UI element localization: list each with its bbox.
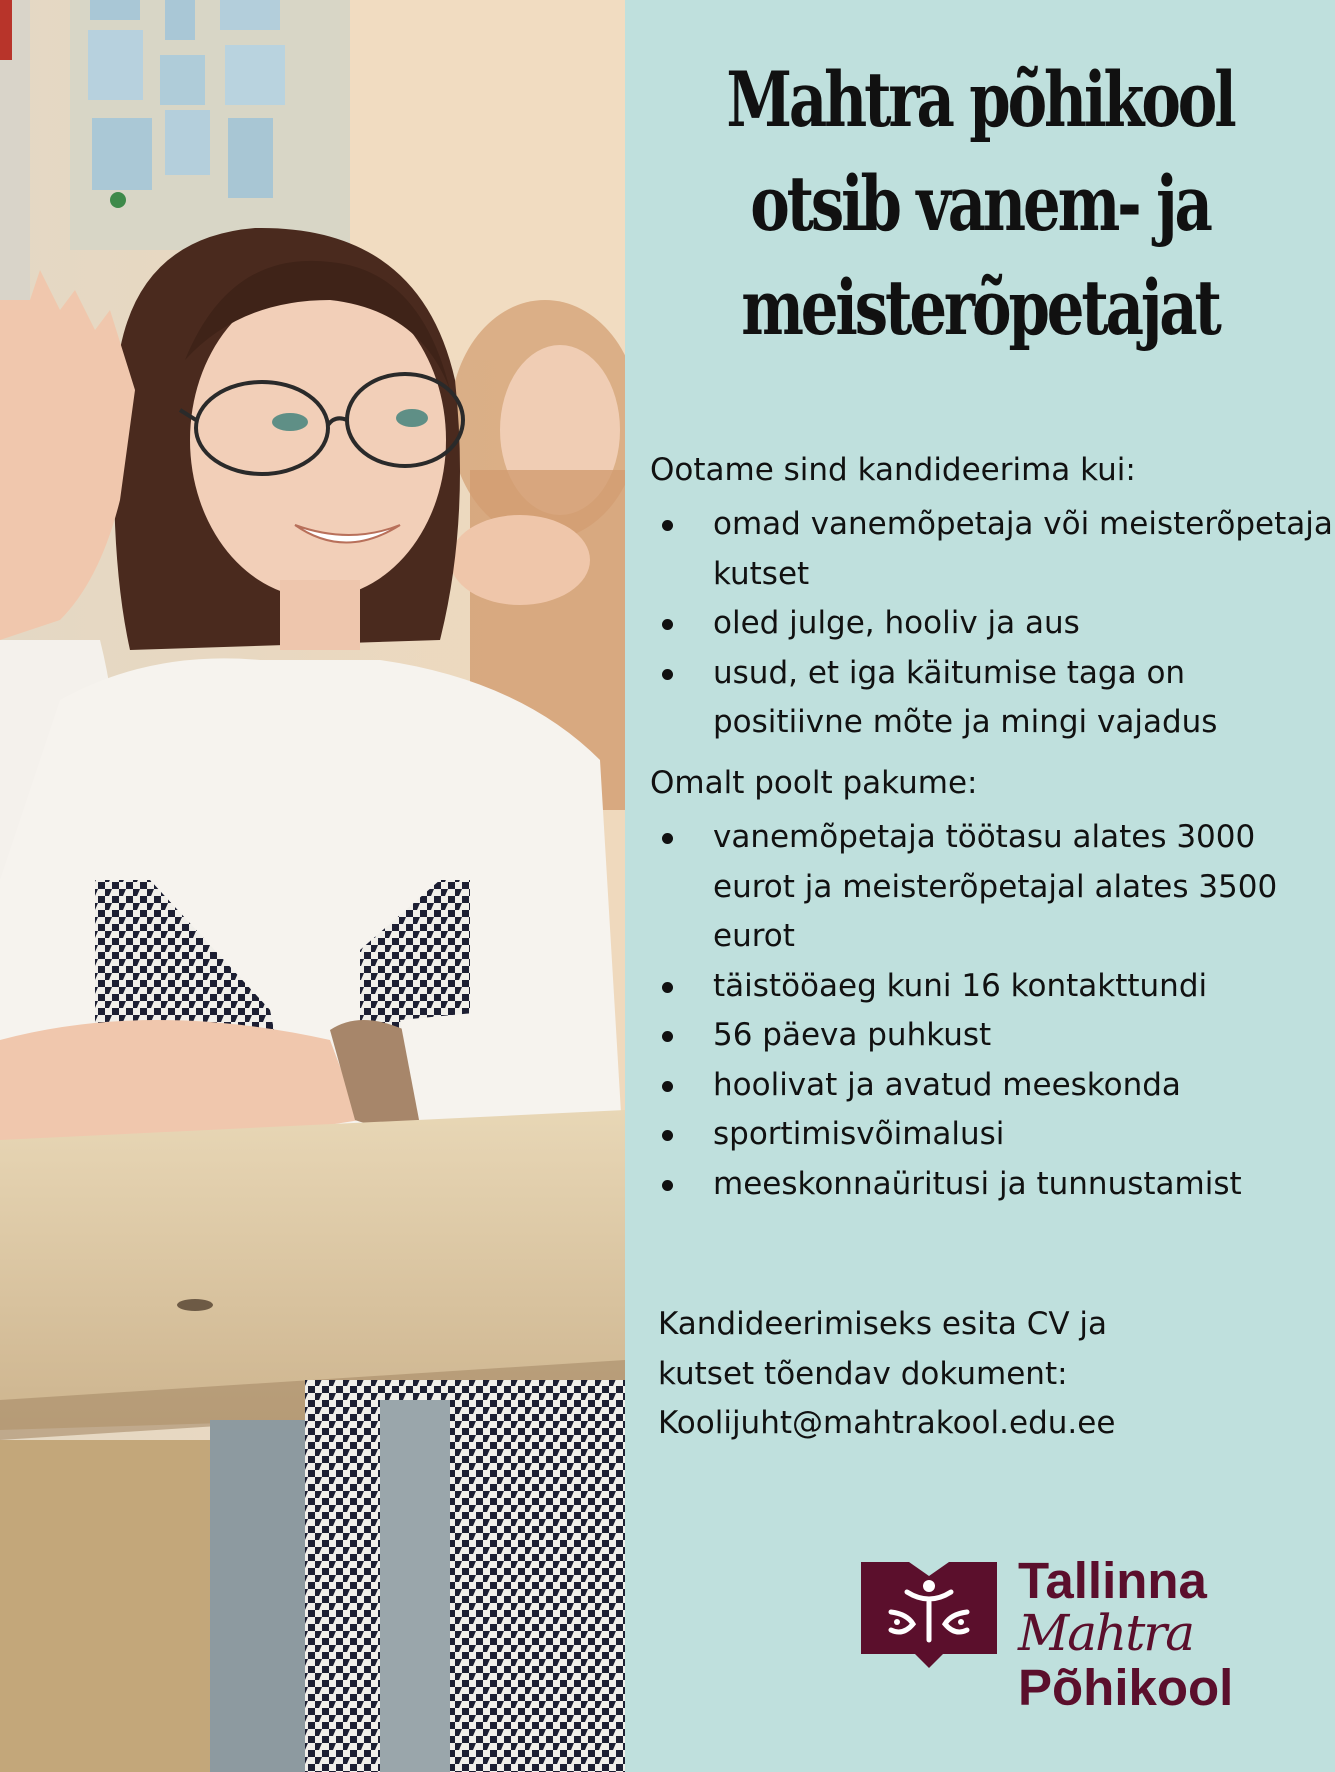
bullet-icon [662,1130,673,1141]
bullet-icon [662,1081,673,1092]
text-panel [625,0,1335,1772]
logo-line-3: Põhikool [1018,1659,1234,1716]
list-item: 56 päeva puhkust [650,1011,1335,1061]
apply-info [658,1300,1115,1449]
contact-email-link[interactable]: Koolijuht@mahtrakool.edu.ee [658,1405,1116,1441]
title-line-3: meisterõpetajat [741,263,1219,352]
title-line-1: Mahtra põhikool [726,55,1234,144]
apply-line-2: kutset tõendav dokument: [658,1355,1068,1392]
list-item: vanemõpetaja töötasu alates 3000 eurot ja meisterõpetajal alates 3500 eurot [650,813,1335,962]
list-item: meeskonnaüritusi ja tunnustamist [650,1160,1335,1210]
school-logo-text [1018,1552,1234,1717]
logo-line-2: Mahtra [1018,1604,1194,1662]
offer-heading: Omalt poolt pakume: [650,765,978,801]
school-logo-icon [861,1562,997,1668]
list-item: usud, et iga käitumise taga on positiivne mõte ja mingi vajadus [650,649,1335,748]
list-item: oled julge, hooliv ja aus [650,599,1335,649]
list-item: omad vanemõpetaja või meisterõpetaja kutset [650,500,1335,599]
bullet-icon [662,1031,673,1042]
photo-classroom-girl [0,0,625,1772]
bullet-icon [662,619,673,630]
bullet-icon [662,1180,673,1191]
list-item: täistööaeg kuni 16 kontakttundi [650,962,1335,1012]
photo-icon [0,0,625,1772]
apply-line-1: Kandideerimiseks esita CV ja [658,1306,1108,1342]
requirements-list [650,500,1335,748]
title-line-2: otsib vanem- ja [750,159,1210,248]
requirements-heading: Ootame sind kandideerima kui: [650,452,1136,488]
bullet-icon [662,833,673,844]
page-title [703,48,1257,360]
list-item: hoolivat ja avatud meeskonda [650,1061,1335,1111]
offer-list [650,813,1335,1209]
bullet-icon [662,982,673,993]
logo-line-1: Tallinna [1018,1552,1207,1609]
bullet-icon [662,520,673,531]
bullet-icon [662,669,673,680]
list-item: sportimisvõimalusi [650,1110,1335,1160]
